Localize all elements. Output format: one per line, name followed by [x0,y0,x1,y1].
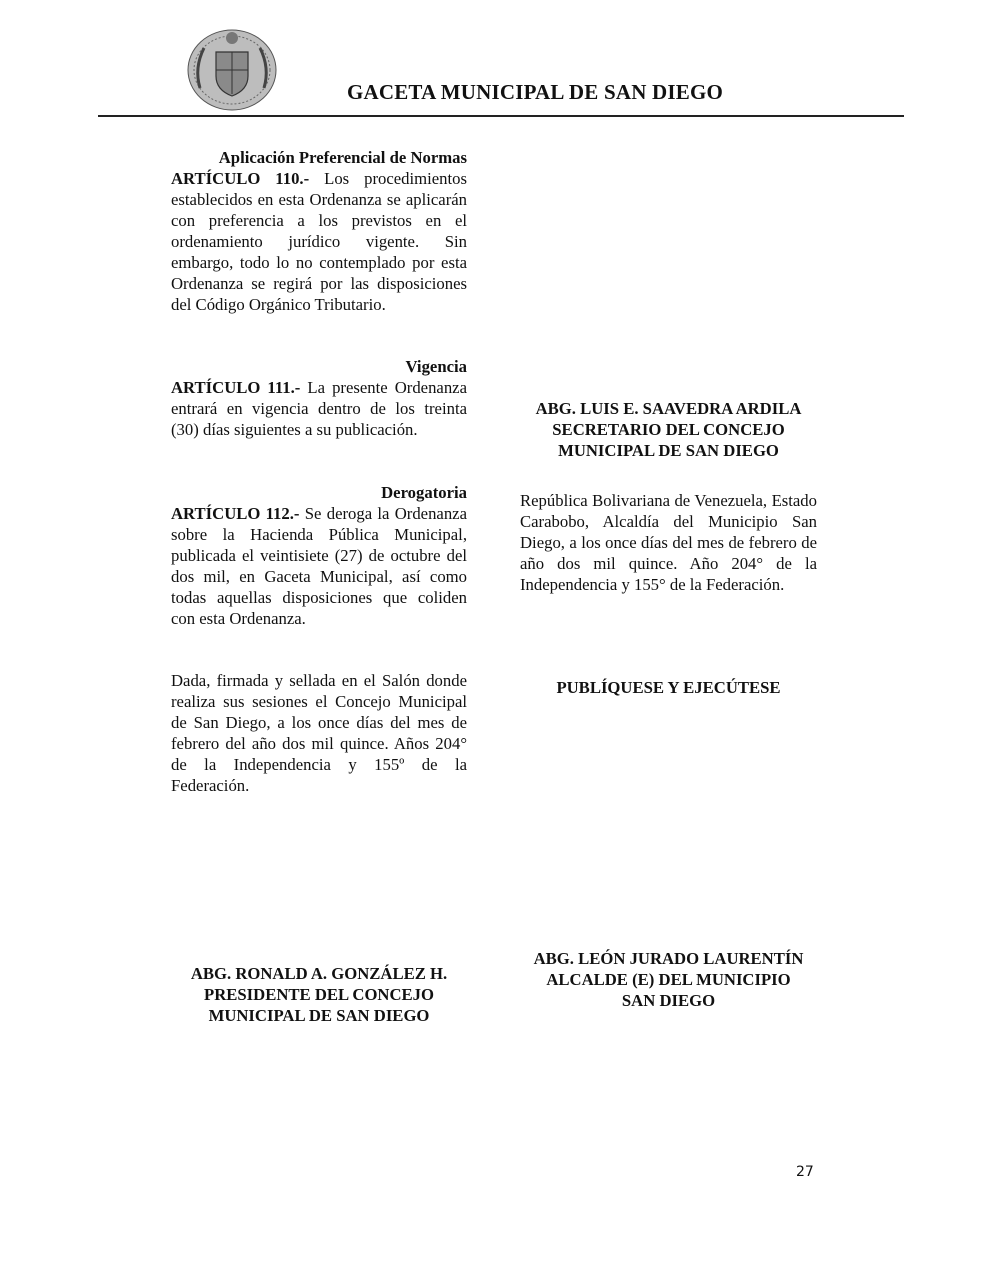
section-heading: Vigencia [405,357,467,376]
article-number: ARTÍCULO 111.- [171,378,301,397]
signatory-institution: MUNICIPAL DE SAN DIEGO [558,441,779,460]
publish-order: PUBLÍQUESE Y EJECÚTESE [556,678,781,697]
article-112 [171,503,467,629]
signatory-institution: SAN DIEGO [621,991,716,1010]
closing-paragraph: Dada, firmada y sellada en el Salón donde realiza sus sesiones el Concejo Municipal de San Diego, a los once días del mes de febrero del año dos mil quince. Años 204° de la Independencia y 155º de la Federación. [171,671,467,795]
signatory-name: ABG. RONALD A. GONZÁLEZ H. [190,964,448,983]
section-heading: Aplicación Preferencial de Normas [218,148,467,167]
signatory-title: ALCALDE (E) DEL MUNICIPIO [546,970,791,989]
signatory-name: ABG. LEÓN JURADO LAURENTÍN [533,949,804,968]
article-number: ARTÍCULO 112.- [171,504,300,523]
section-aplicacion [171,147,467,315]
signatory-institution: MUNICIPAL DE SAN DIEGO [208,1006,430,1025]
article-text: Los procedimientos establecidos en esta Ordenanza se aplicarán con preferencia a los previstos en el ordenamiento jurídico vigente. Sin embargo, todo lo no contemplado por esta Ordenanza se regirá por las disposiciones del Código Orgánico Tributario. [171,169,467,314]
article-text: Se deroga la Ordenanza sobre la Hacienda Pública Municipal, publicada el veintisiete (27) de octubre del dos mil, en Gaceta Municipal, así como todas aquellas disposiciones que coliden con esta Ordenanza. [171,504,467,628]
section-derogatoria [171,482,467,629]
page-number: 27 [796,1164,814,1180]
article-111 [171,377,467,440]
mayor-signature-block [520,948,817,1011]
article-110 [171,168,467,315]
president-signature-block [171,963,467,1026]
location-paragraph: República Bolivariana de Venezuela, Estado Carabobo, Alcaldía del Municipio San Diego, a los once días del mes de febrero de año dos mil quince. Año 204° de la Independencia y 155° de la Federación. [520,491,817,594]
gazette-title: GACETA MUNICIPAL DE SAN DIEGO [346,80,724,104]
signatory-name: ABG. LUIS E. SAAVEDRA ARDILA [535,399,802,418]
section-heading: Derogatoria [381,483,467,502]
signatory-title: SECRETARIO DEL CONCEJO [552,420,785,439]
secretary-signature-block [520,398,817,461]
article-number: ARTÍCULO 110.- [171,169,310,188]
municipal-seal-icon [186,28,278,112]
header-divider [98,115,904,117]
article-text: La presente Ordenanza entrará en vigencia dentro de los treinta (30) días siguientes a su publicación. [171,378,467,439]
section-vigencia [171,356,467,440]
signatory-title: PRESIDENTE DEL CONCEJO [204,985,434,1004]
